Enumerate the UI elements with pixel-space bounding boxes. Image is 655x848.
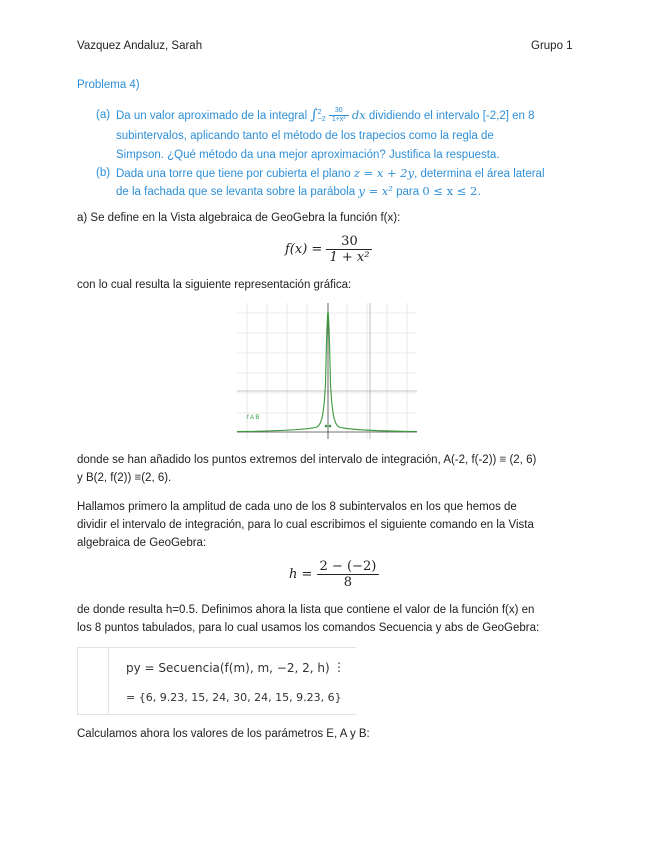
paragraph-definition: a) Se define en la Vista algebraica de GeoGebra la función f(x): [77,212,401,224]
function-numerator: 30 [341,234,358,249]
problem-title: Problema 4) [77,79,140,91]
item-a-line3: Simpson. ¿Qué método da una mejor aproximación? Justifica la respuesta. [116,149,500,161]
sequence-command[interactable]: py = Secuencia(f(m), m, −2, 2, h) [126,661,330,675]
graph-label-sub: A B [250,415,260,421]
integral-dx: dx [351,108,366,122]
x-range: 0 ≤ x ≤ 2. [422,184,481,198]
function-formula [285,234,372,265]
paragraph-parameters: Calculamos ahora los valores de los parámetros E, A y B: [77,728,370,740]
item-b-line1 [116,164,545,183]
step-denominator: 8 [317,574,380,590]
integral-numerator: 30 [334,107,343,115]
graph-canvas [237,303,417,439]
item-a-line2: subintervalos, aplicando tanto el método de los trapecios como la regla de [116,130,494,142]
point-a [325,425,328,428]
plane-equation: z = x + 2y [353,166,415,180]
graph-legend [247,415,259,421]
item-b-text2-pre: de la fachada que se levanta sobre la parábola [116,186,356,198]
paragraph-step-line1: Hallamos primero la amplitud de cada uno de los 8 subintervalos en los que hemos de [77,501,517,513]
paragraph-points-line1: donde se han añadido los puntos extremos del intervalo de integración, A(-2, f(-2)) ≡ (2, 6) [77,454,537,466]
integral-denominator: 1+x² [329,115,349,124]
item-a-text-post: dividiendo el intervalo [-2,2] en 8 [368,110,535,122]
graph-label: f [247,415,249,421]
item-b-text-post: , determina el área lateral [414,168,545,180]
algebra-row-divider [108,648,109,714]
function-graph [237,303,417,439]
step-numerator: 2 − (−2) [319,559,377,574]
item-a-text-pre: Da un valor aproximado de la integral [116,110,308,122]
paragraph-list-line2: los 8 puntos tabulados, para lo cual usamos los comandos Secuencia y abs de GeoGebra: [77,622,540,634]
more-menu-icon[interactable]: ⋮ [333,660,345,674]
function-lhs: f(x) = [285,242,323,257]
parabola-equation: y = x² [358,184,393,198]
paragraph-step-line2: dividir el intervalo de integración, para lo cual escribimos el siguiente comando en la Vista [77,519,534,531]
group-label: Grupo 1 [531,40,573,52]
paragraph-step-line3: algebraica de GeoGebra: [77,537,207,549]
step-formula [289,559,379,590]
integral-limits [318,109,326,123]
geogebra-algebra-view [77,647,356,715]
author-name: Vazquez Andaluz, Sarah [77,40,203,52]
item-a-marker: (a) [96,109,111,121]
function-fraction [326,234,372,265]
sequence-result: = {6, 9.23, 15, 24, 30, 24, 15, 9.23, 6} [126,691,342,704]
step-lhs: h = [289,567,313,582]
item-a-line1 [116,106,534,125]
paragraph-list-line1: de donde resulta h=0.5. Definimos ahora la lista que contiene el valor de la función f(x) en [77,604,535,616]
integral-upper: 2 [317,108,322,116]
paragraph-graph-intro: con lo cual resulta la siguiente representación gráfica: [77,279,352,291]
integral-lower: −2 [317,115,326,123]
point-b [329,425,332,428]
step-fraction [317,559,380,590]
item-b-line2 [116,182,481,201]
item-b-text-pre: Dada una torre que tiene por cubierta el plano [116,168,351,180]
item-b-marker: (b) [96,167,111,179]
function-denominator: 1 + x² [326,249,372,265]
integral-fraction [329,107,349,124]
integral-sign: ∫ [310,107,318,123]
paragraph-points-line2: y B(2, f(2)) ≡(2, 6). [77,472,172,484]
item-b-text2-mid: para [396,186,420,198]
